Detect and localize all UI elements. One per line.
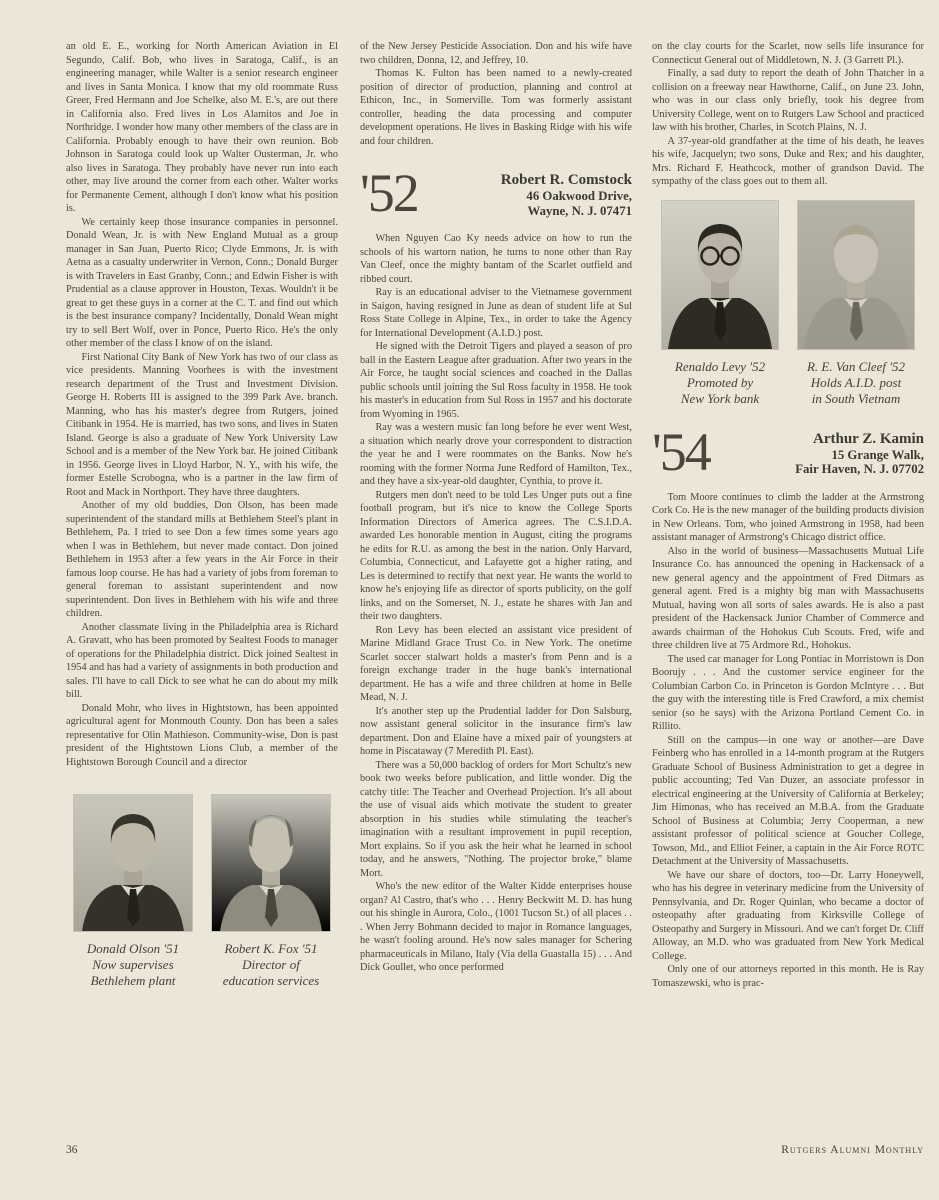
paragraph: We certainly keep those insurance companies in personnel. Donald Wean, Jr. is with New England Mutual as a group manager in San Juan, Puerto Rico; Clyde Emmons, Jr. is with Aetna as a casualty underwriter in Vernon, Conn.; Donald Burger is with Travelers in East Granby, Conn.; and Edwin Fisher is with Prudential as a clause approver in Houston, Texas. Wouldn't it be great to get these guys in a corner at the C. T. and find out which is the best insurance company? Incidentally, Donald Wean might try to sell Bert Wolf, over in Ponce, Puerto Rico. He's the only other member of the class I know of on the island. [66,216,338,349]
figure-donald-olson [74,795,192,989]
caption-line: Renaldo Levy '52 [674,358,766,374]
secretary-address-line: 15 Grange Walk, [831,447,924,462]
paragraph: of the New Jersey Pesticide Association. Don and his wife have two children, Donna, 12, and Jeffrey, 10. [360,41,632,66]
class-secretary-address [501,166,632,218]
photo-caption-fox [212,941,330,989]
paragraph: Ray is an educational adviser to the Vietnamese government in Saigon, having resigned in June as dean of student life at Sul Ross State College in Alpine, Tex., in order to take the Agency for International Development (A.I.D.) post. [360,287,632,339]
column-left [66,40,338,989]
paragraph: an old E. E., working for North American Aviation in El Segundo, Calif. Bob, who lives in Saratoga, Calif., is an engineering manager, while Walter is a senior research engineer and lives in Santa Monica. I know that my old roommate Russ Greer, Fred Hermann and Joe Schelke, also M. E.'s, are out there in California also. Fred lives in Los Alamitos and Joe in Northridge. I wonder how many other members of the class are in California. Probably enough to have their own reunion. Bob Johnson in Saratoga could look up Walter Ousterman, Jr. who also lives in Saratoga. They probably have never run into each other, may live around the corner from each other. Walter works for Permanente Cement, although I don't know what his position is. [66,41,338,214]
caption-line: R. E. Van Cleef '52 [806,358,906,374]
paragraph: Finally, a sad duty to report the death of John Thatcher in a collision on a freeway near Hawthorne, Calif., on June 23. John, who was in our class only briefly, took his degree from University College, went on to Rutgers Law School and practiced law with his brother, Charles, in Scotch Plains, N. J. [652,68,924,133]
paragraph: First National City Bank of New York has two of our class as vice presidents. Manning Voorhees is with the investment research department of the Trust and Investment Division. George H. Roberts III is assigned to the 399 Park Ave. branch. Manning, who has his master's degree from Rutgers, joined Citibank in 1954. He is married, has two sons, and lives in Staten Island. George is also a graduate of New York University Law School and is a member of the New York bar. He joined Citibank in 1956. George lives in Lloyd Harbor, N. Y., with his wife, the former Estelle Scrobogna, who is a partner in the law firm of Root and Mack in Northport. They have three daughters. [66,351,338,498]
page-number: 36 [66,1144,78,1156]
portrait-olson-photo [74,795,192,931]
secretary-name: Arthur Z. Kamin [813,430,924,447]
paragraph: Thomas K. Fulton has been named to a newly-created position of director of production, planning and control at Ethicon, Inc., in Somerville. Tom was formerly assistant controller, heading the data processing and computer development operations. He lives in Basking Ridge with his wife and four children. [360,68,632,147]
class-year-54: '54 [652,421,710,482]
paragraph: Rutgers men don't need to be told Les Unger puts out a fine football program, but it's nice to know the College Sports Information Directors of America agrees. The C.S.I.D.A. awarded Les honorable mention in August, citing the programs he edits for R.U. as among the best in the nation. Only Harvard, Columbia, Connecticut, and Lafayette got a higher rating, and Les is determined to rectify that next year. He wants the world to know he's enjoying life as director of sports publicity, on the golf links, and on the Somerset, N. J., estate he shares with Jan and their two daughters. [360,489,632,622]
paragraph: Tom Moore continues to climb the ladder at the Armstrong Cork Co. He is the new manager of the building products division in New Orleans. Tom, who joined Armstrong in 1958, had been assistant manager of Armstrong's Chicago district office. [652,491,924,543]
figure-robert-fox [212,795,330,989]
portrait-levy-photo [662,201,778,349]
photo-row-bottom-left [66,795,338,989]
column-right [652,40,924,990]
photo-row-right [652,201,924,407]
caption-line: in South Vietnam [811,390,901,406]
caption-line: Now supervises [92,957,174,972]
paragraph: It's another step up the Prudential ladder for Don Salsburg, now assistant general solicitor in the insurance firm's law department. Don and Elaine have a mixed pair of youngsters at home in Piscataway (7 Meredith Pl. East). [360,705,632,757]
caption-line: Promoted by [686,374,754,390]
class-heading-52 [360,163,632,223]
photo-caption-levy [662,359,778,407]
caption-line: Bethlehem plant [90,973,176,988]
paragraph: Another of my old buddies, Don Olson, has been made superintendent of the standard mills at Bethlehem Steel's plant in Bethlehem, Pa. I tried to see Don a few times some years ago when I was in Bethlehem, but never made contact. Don joined Bethlehem in 1953 after a few years in the Air Force in their famous loop course. He has had a variety of jobs from foreman to general foreman to assistant superintendent and now superintendent. Don lives in Bethlehem with his wife and three children. [66,500,338,619]
paragraph: on the clay courts for the Scarlet, now sells life insurance for Connecticut General out of Middletown, N. J. (3 Garrett Pl.). [652,41,924,66]
paragraph: Also in the world of business—Massachusetts Mutual Life Insurance Co. has announced the opening in Hackensack of a new general agency and the appointment of Fred Ditmars as general agent. Fred is a mighty big man with Massachusetts Mutual, having won all sorts of sales awards. He is also a past president of the Hackensack Junior Chamber of Commerce and awards chairman of the Hohokus Cub Scouts. Fred, wife and three children live at 75 Ardmore Rd., Hohokus. [652,545,924,651]
class-heading-54 [652,421,924,482]
secretary-address-line: Wayne, N. J. 07471 [527,203,632,218]
secretary-name: Robert R. Comstock [500,172,632,188]
paragraph: We have our share of doctors, too—Dr. Larry Honeywell, who has his degree in veterinary medicine from the University of Pennsylvania, and Dr. Roger Quinlan, who became a doctor of osteopathy after graduating from Kirksville College of Osteopathy and Surgery in Missouri. And we can't forget Dr. Cliff Alloway, an M.D. who was graduated from New York Medical College. [652,869,924,962]
caption-line: Robert K. Fox '51 [224,941,318,956]
caption-line: New York bank [680,390,760,406]
caption-line: Holds A.I.D. post [810,374,902,390]
paragraph: When Nguyen Cao Ky needs advice on how to run the schools of his wartorn nation, he turns to none other than Ray Van Cleef, once the mighty bantam of the Scarlet outfield and ribbed court. [360,233,632,285]
magazine-title: Rutgers Alumni Monthly [781,1144,924,1156]
paragraph: Who's the new editor of the Walter Kidde enterprises house organ? Al Castro, that's who . . . Henry Beckwitt M. D. has hung out his shingle in Aurora, Colo., (1001 Tucson St.) of all places . . . When Jerry Bohmann decided to major in Romance languages, he wasn't fooling around. He's now sales manager for Schering pharmaceuticals in Milano, Italy (Via della Guastalla 15) . . . And Dick Goullet, who once performed [360,881,632,973]
secretary-address-line: Fair Haven, N. J. 07702 [795,462,924,476]
paragraph: Ron Levy has been elected an assistant vice president of Marine Midland Grace Trust Co. in New York. The onetime Scarlet soccer stalwart holds a master's from Penn and is a foreign exchange trader in the huge bank's international department. He has a wife and three children at home in Belle Mead, N. J. [360,624,632,703]
paragraph: Only one of our attorneys reported in this month. He is Ray Tomaszewski, who is prac- [652,964,924,989]
photo-caption-van-cleef [798,359,914,407]
paragraph: The used car manager for Long Pontiac in Morristown is Don Boorujy . . . And the customer service engineer for the Columbian Carbon Co. in Princeton is Gordon McIntyre . . . But the guy with the interesting title is Fred Crawford, a mix chemist senior (so he says) with the Arizona Portland Cement Co. in Rillito. [652,653,924,732]
portrait-fox-photo [212,795,330,931]
portrait-van-cleef-photo [798,201,914,349]
caption-line: Donald Olson '51 [86,941,180,956]
secretary-address-line: 46 Oakwood Drive, [526,189,632,203]
figure-van-cleef [798,201,914,407]
paragraph: Still on the campus—in one way or another—are Dave Feinberg who has enrolled in a 14-month program at the Rutgers Graduate School of Business Administration to get a degree in public accounting; Ted Van Duzer, an associate professor in electrical engineering at the University of California at Berkeley; Jim Himonas, who has received an M.B.A. from the Graduate School of Business at Columbia; Jerry Cooperman, a new assistant professor of political science at Goucher College, Towson, Md., and Elliot Feiner, a captain in the Air Force ROTC Detachment at the University of Massachusetts. [652,734,924,867]
paragraph: Another classmate living in the Philadelphia area is Richard A. Gravatt, who has been promoted by Sealtest Foods to manager of operations for the Philadelphia district. Dick joined Sealtest in 1954 and has had a variety of assignments in both production and sales. I'll have to call Dick to see what he can do about my milk bill. [66,621,338,700]
column-middle [360,40,632,975]
caption-line: education services [222,973,320,988]
paragraph: A 37-year-old grandfather at the time of his death, he leaves his wife, Jacquelyn; two sons, Duke and Rex; and his daughter, Mrs. Richard F. Heathcock, mother of grandson David. The sympathy of the class goes out to them all. [652,135,924,187]
paragraph: He signed with the Detroit Tigers and played a season of pro ball in the Eastern League after graduation. After two years in the Air Force, he taught social sciences and coached in the Dallas public schools until joining the Sul Ross faculty in 1958. He took his master's in education from Sul Ross in 1957 and his doctorate from Wyoming in 1965. [360,341,632,420]
photo-caption-olson [74,941,192,989]
page-footer [66,1144,924,1156]
class-secretary-address [795,425,924,477]
caption-line: Director of [242,957,300,972]
paragraph: Ray was a western music fan long before he ever went West, a situation which nearly drove your correspondent to distraction the year he and I were roommates on the Banks. Now he's rooming with the former Norma June Redford of Hamilton, Tex., and they have a six-year-old daughter, Cynthia, to prove it. [360,422,632,487]
paragraph: There was a 50,000 backlog of orders for Mort Schultz's new book two weeks before publication, and little wonder. Dig the catchy title: The Teacher and Overhead Projection. It's all about the use of visual aids which motivate the student to greater absorption in his studies while stimulating the teacher's imagination with a resultant improvement in pupil reception, Mort explains. So if you ask the heir what he learned in school today, and he answers, "Nothing. The projector broke," blame Mort. [360,759,632,879]
paragraph: Donald Mohr, who lives in Hightstown, has been appointed agricultural agent for Monmouth County. Don has been a sales representative for Olin Mathieson. Community-wise, Don is past president of the Hightstown Lions Club, a member of the Hightstown Borough Council and a director [66,702,338,768]
class-year-52: '52 [360,163,418,223]
figure-renaldo-levy [662,201,778,407]
